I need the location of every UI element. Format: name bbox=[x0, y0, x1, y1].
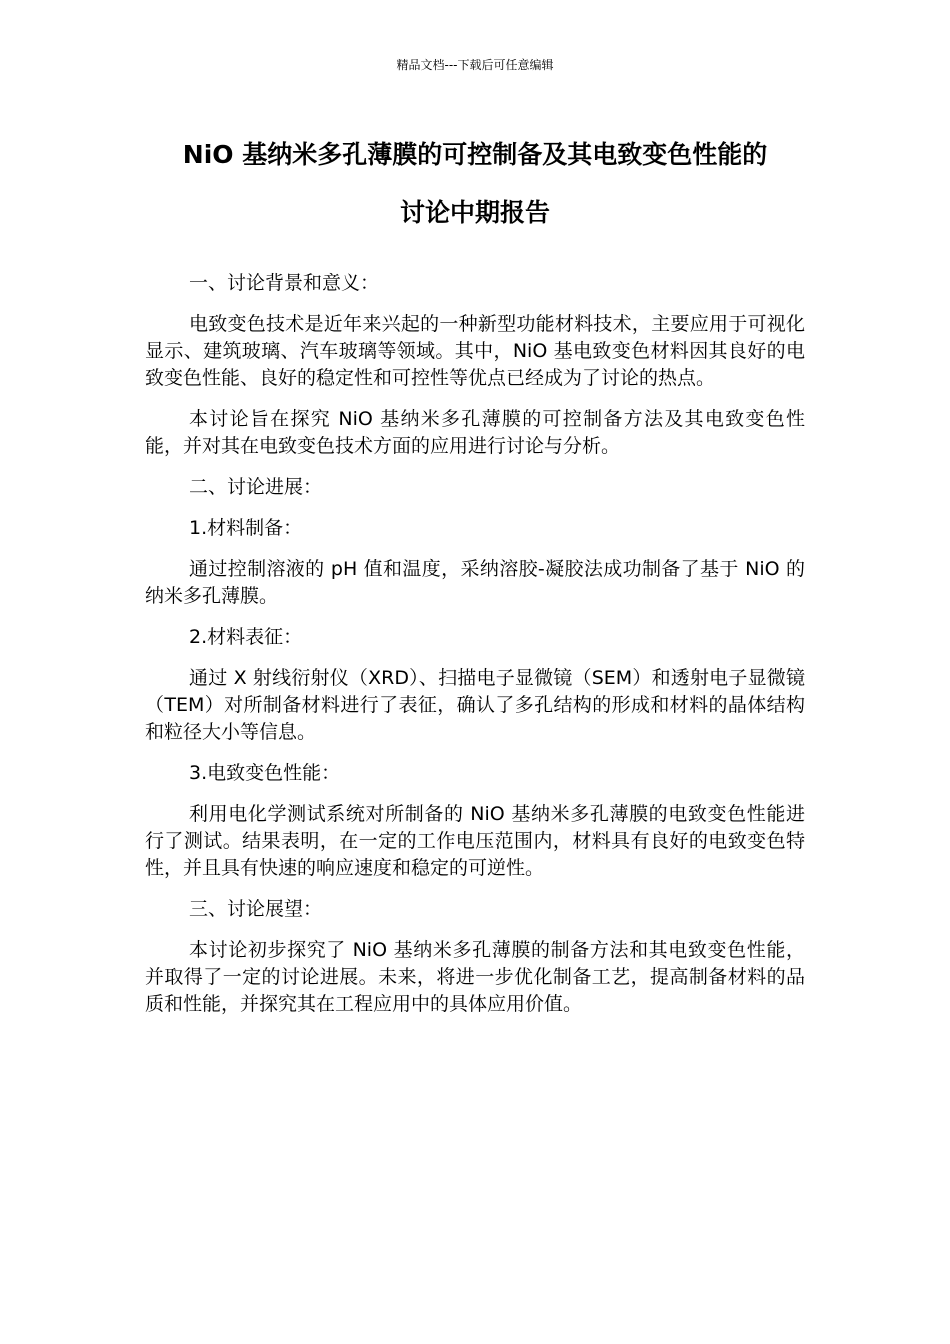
paragraph-electrochromic-performance: 利用电化学测试系统对所制备的 NiO 基纳米多孔薄膜的电致变色性能进行了测试。结果表明，在一定的工作电压范围内，材料具有良好的电致变色特性，并且具有快速的响应速度和稳定的可逆性。 bbox=[145, 803, 805, 879]
document-body bbox=[145, 270, 805, 1032]
header-note: 精品文档---下载后可任意编辑 bbox=[396, 58, 554, 72]
paragraph-background-1: 电致变色技术是近年来兴起的一种新型功能材料技术，主要应用于可视化显示、建筑玻璃、汽车玻璃等领域。其中，NiO 基电致变色材料因其良好的电致变色性能、良好的稳定性和可控性等优点已经成为了讨论的热点。 bbox=[145, 313, 805, 389]
section-heading-background: 一、讨论背景和意义： bbox=[189, 272, 380, 294]
subheading-material-preparation: 1.材料制备： bbox=[189, 517, 303, 539]
paragraph-material-characterization: 通过 X 射线衍射仪（XRD）、扫描电子显微镜（SEM）和透射电子显微镜（TEM）对所制备材料进行了表征，确认了多孔结构的形成和材料的晶体结构和粒径大小等信息。 bbox=[145, 667, 805, 743]
subheading-material-characterization: 2.材料表征： bbox=[189, 626, 303, 648]
document-title-line-2: 讨论中期报告 bbox=[399, 198, 550, 227]
subheading-electrochromic-performance: 3.电致变色性能： bbox=[189, 762, 341, 784]
section-heading-progress: 二、讨论进展： bbox=[189, 476, 323, 498]
section-heading-outlook: 三、讨论展望： bbox=[189, 898, 323, 920]
paragraph-outlook: 本讨论初步探究了 NiO 基纳米多孔薄膜的制备方法和其电致变色性能，并取得了一定的讨论进展。未来，将进一步优化制备工艺，提高制备材料的品质和性能，并探究其在工程应用中的具体应用价值。 bbox=[145, 939, 805, 1015]
paragraph-background-2: 本讨论旨在探究 NiO 基纳米多孔薄膜的可控制备方法及其电致变色性能，并对其在电致变色技术方面的应用进行讨论与分析。 bbox=[145, 408, 805, 457]
document-title-line-1: NiO 基纳米多孔薄膜的可控制备及其电致变色性能的 bbox=[182, 140, 768, 169]
paragraph-material-preparation: 通过控制溶液的 pH 值和温度，采纳溶胶-凝胶法成功制备了基于 NiO 的纳米多孔薄膜。 bbox=[145, 558, 805, 607]
